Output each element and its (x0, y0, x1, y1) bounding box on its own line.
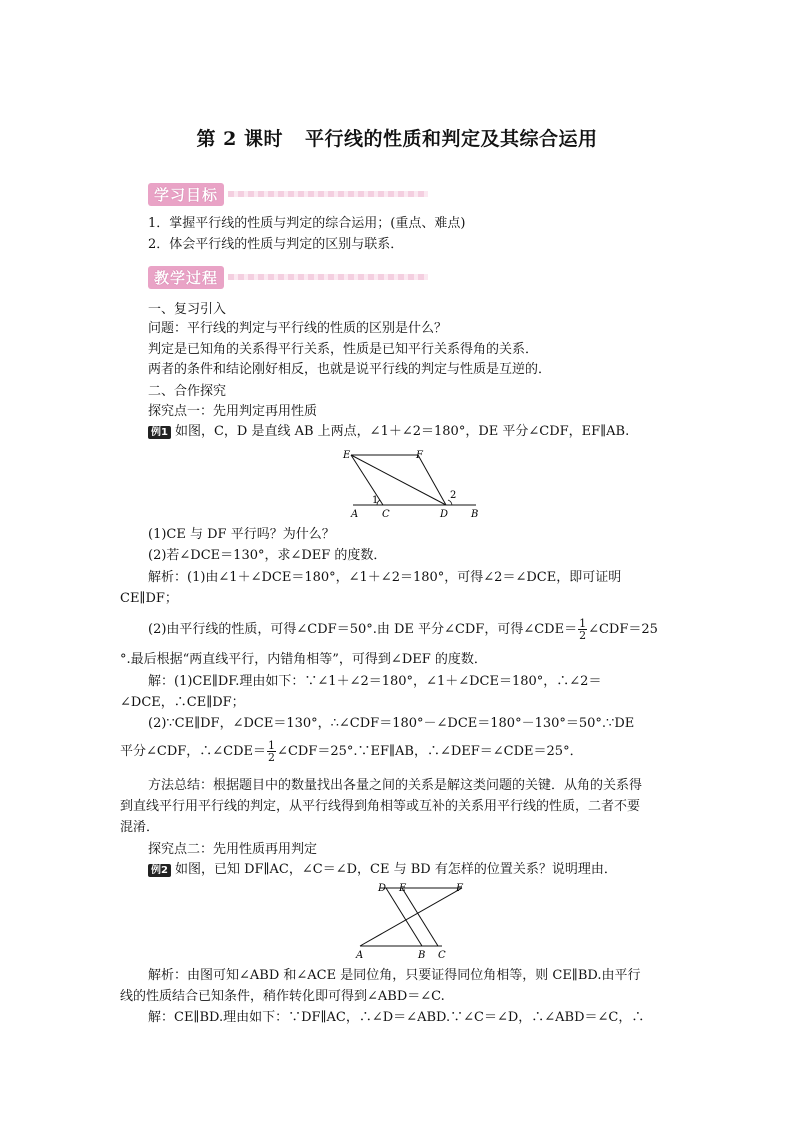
label-angle-1: 1 (372, 495, 379, 506)
label-F: F (416, 450, 423, 461)
example-1-analysis-2-cont: °.最后根据“两直线平行，内错角相等”，可得到∠DEF 的度数． (120, 652, 487, 667)
line-ec (402, 888, 438, 946)
page-title: 第 2 课时 平行线的性质和判定及其综合运用 (196, 128, 598, 150)
label-D: D (440, 509, 449, 520)
line-db (386, 888, 422, 946)
review-question: 问题：平行线的判定与平行线的性质的区别是什么？ (148, 321, 448, 336)
fraction-half: $\frac{1}{2}$ (268, 739, 276, 764)
goal-item: 2．体会平行线的性质与判定的区别与联系． (148, 237, 404, 252)
label-C: C (382, 509, 390, 520)
example-1-analysis-cont: CE∥DF； (120, 591, 178, 606)
section-header-goals (148, 183, 428, 205)
example-1-q2: (2)若∠DCE＝130°，求∠DEF 的度数． (148, 548, 387, 563)
label-D: D (378, 883, 387, 894)
example-1-solution-2-cont: 平分∠CDF，∴∠CDE＝ $\frac{1}{2}$ ∠CDF＝25°.∵EF∥AB，∴∠DEF＝∠CDE＝25°． (120, 739, 583, 764)
example-1-solution-1: 解：(1)CE∥DF.理由如下：∵∠1＋∠2＝180°，∠1＋∠DCE＝180°，∴∠2＝ (148, 674, 602, 689)
figure-2 (350, 880, 470, 962)
example-2-stem: 例2 如图，已知 DF∥AC，∠C＝∠D，CE 与 BD 有怎样的位置关系？说明理由． (148, 860, 678, 879)
label-E: E (343, 450, 351, 461)
section-label: 学习目标 (148, 183, 224, 206)
label-B: B (471, 509, 479, 520)
example-2-solution: 解：CE∥BD.理由如下：∵DF∥AC，∴∠D＝∠ABD.∵∠C＝∠D，∴∠ABD＝∠C，∴ (148, 1010, 645, 1025)
section-label: 教学过程 (148, 266, 224, 289)
example-2-analysis-cont: 线的性质结合已知条件，稍作转化即可得到∠ABD＝∠C. (120, 989, 445, 1004)
section-header-process (148, 266, 428, 288)
line-fa (360, 888, 462, 946)
label-A: A (356, 950, 364, 961)
example-1-analysis-2: (2)由平行线的性质，可得∠CDF＝50°.由 DE 平分∠CDF，可得∠CDE＝ $\frac{1}{2}$ ∠CDF＝25 (148, 617, 658, 642)
label-C: C (438, 950, 446, 961)
example-tag: 例2 (148, 864, 171, 877)
label-angle-2: 2 (450, 490, 457, 501)
explore-heading: 二、合作探究 (148, 384, 227, 399)
example-1-solution-1-cont: ∠DCE，∴CE∥DF； (120, 695, 245, 710)
decorative-band (228, 191, 428, 197)
example-2-analysis: 解析：由图可知∠ABD 和∠ACE 是同位角，只要证得同位角相等，则 CE∥BD.由平行 (148, 968, 641, 983)
example-1-stem: 例1 如图，C，D 是直线 AB 上两点，∠1＋∠2＝180°，DE 平分∠CDF，EF∥AB. (148, 422, 678, 441)
goal-item: 1．掌握平行线的性质与判定的综合运用；(重点、难点) (148, 216, 466, 231)
explore-point-1: 探究点一：先用判定再用性质 (148, 404, 318, 419)
decorative-band (228, 274, 428, 280)
example-1-solution-2: (2)∵CE∥DF，∠DCE＝130°，∴∠CDF＝180°－∠DCE＝180°－130°＝50°.∵DE (148, 716, 635, 731)
example-1-q1: (1)CE 与 DF 平行吗？为什么？ (148, 527, 335, 542)
example-1-analysis: 解析：(1)由∠1＋∠DCE＝180°，∠1＋∠2＝180°，可得∠2＝∠DCE，即可证明 (148, 570, 622, 585)
label-A: A (351, 509, 359, 520)
label-F: F (456, 883, 463, 894)
fraction-half: $\frac{1}{2}$ (579, 617, 587, 642)
review-answer: 判定是已知角的关系得平行关系，性质是已知平行关系得角的关系． (148, 342, 539, 357)
review-answer: 两者的条件和结论刚好相反，也就是说平行线的判定与性质是互逆的． (148, 362, 552, 377)
example-tag: 例1 (148, 426, 171, 439)
review-heading: 一、复习引入 (148, 302, 227, 317)
method-summary-cont: 到直线平行用平行线的判定，从平行线得到角相等或互补的关系用平行线的性质，二者不要 (120, 799, 641, 814)
method-summary-cont: 混淆． (120, 820, 160, 835)
label-B: B (418, 950, 426, 961)
explore-point-2: 探究点二：先用性质再用判定 (148, 842, 318, 857)
label-E: E (399, 883, 407, 894)
method-summary: 方法总结：根据题目中的数量找出各量之间的关系是解这类问题的关键．从角的关系得 (148, 778, 643, 793)
figure-1 (338, 447, 488, 520)
